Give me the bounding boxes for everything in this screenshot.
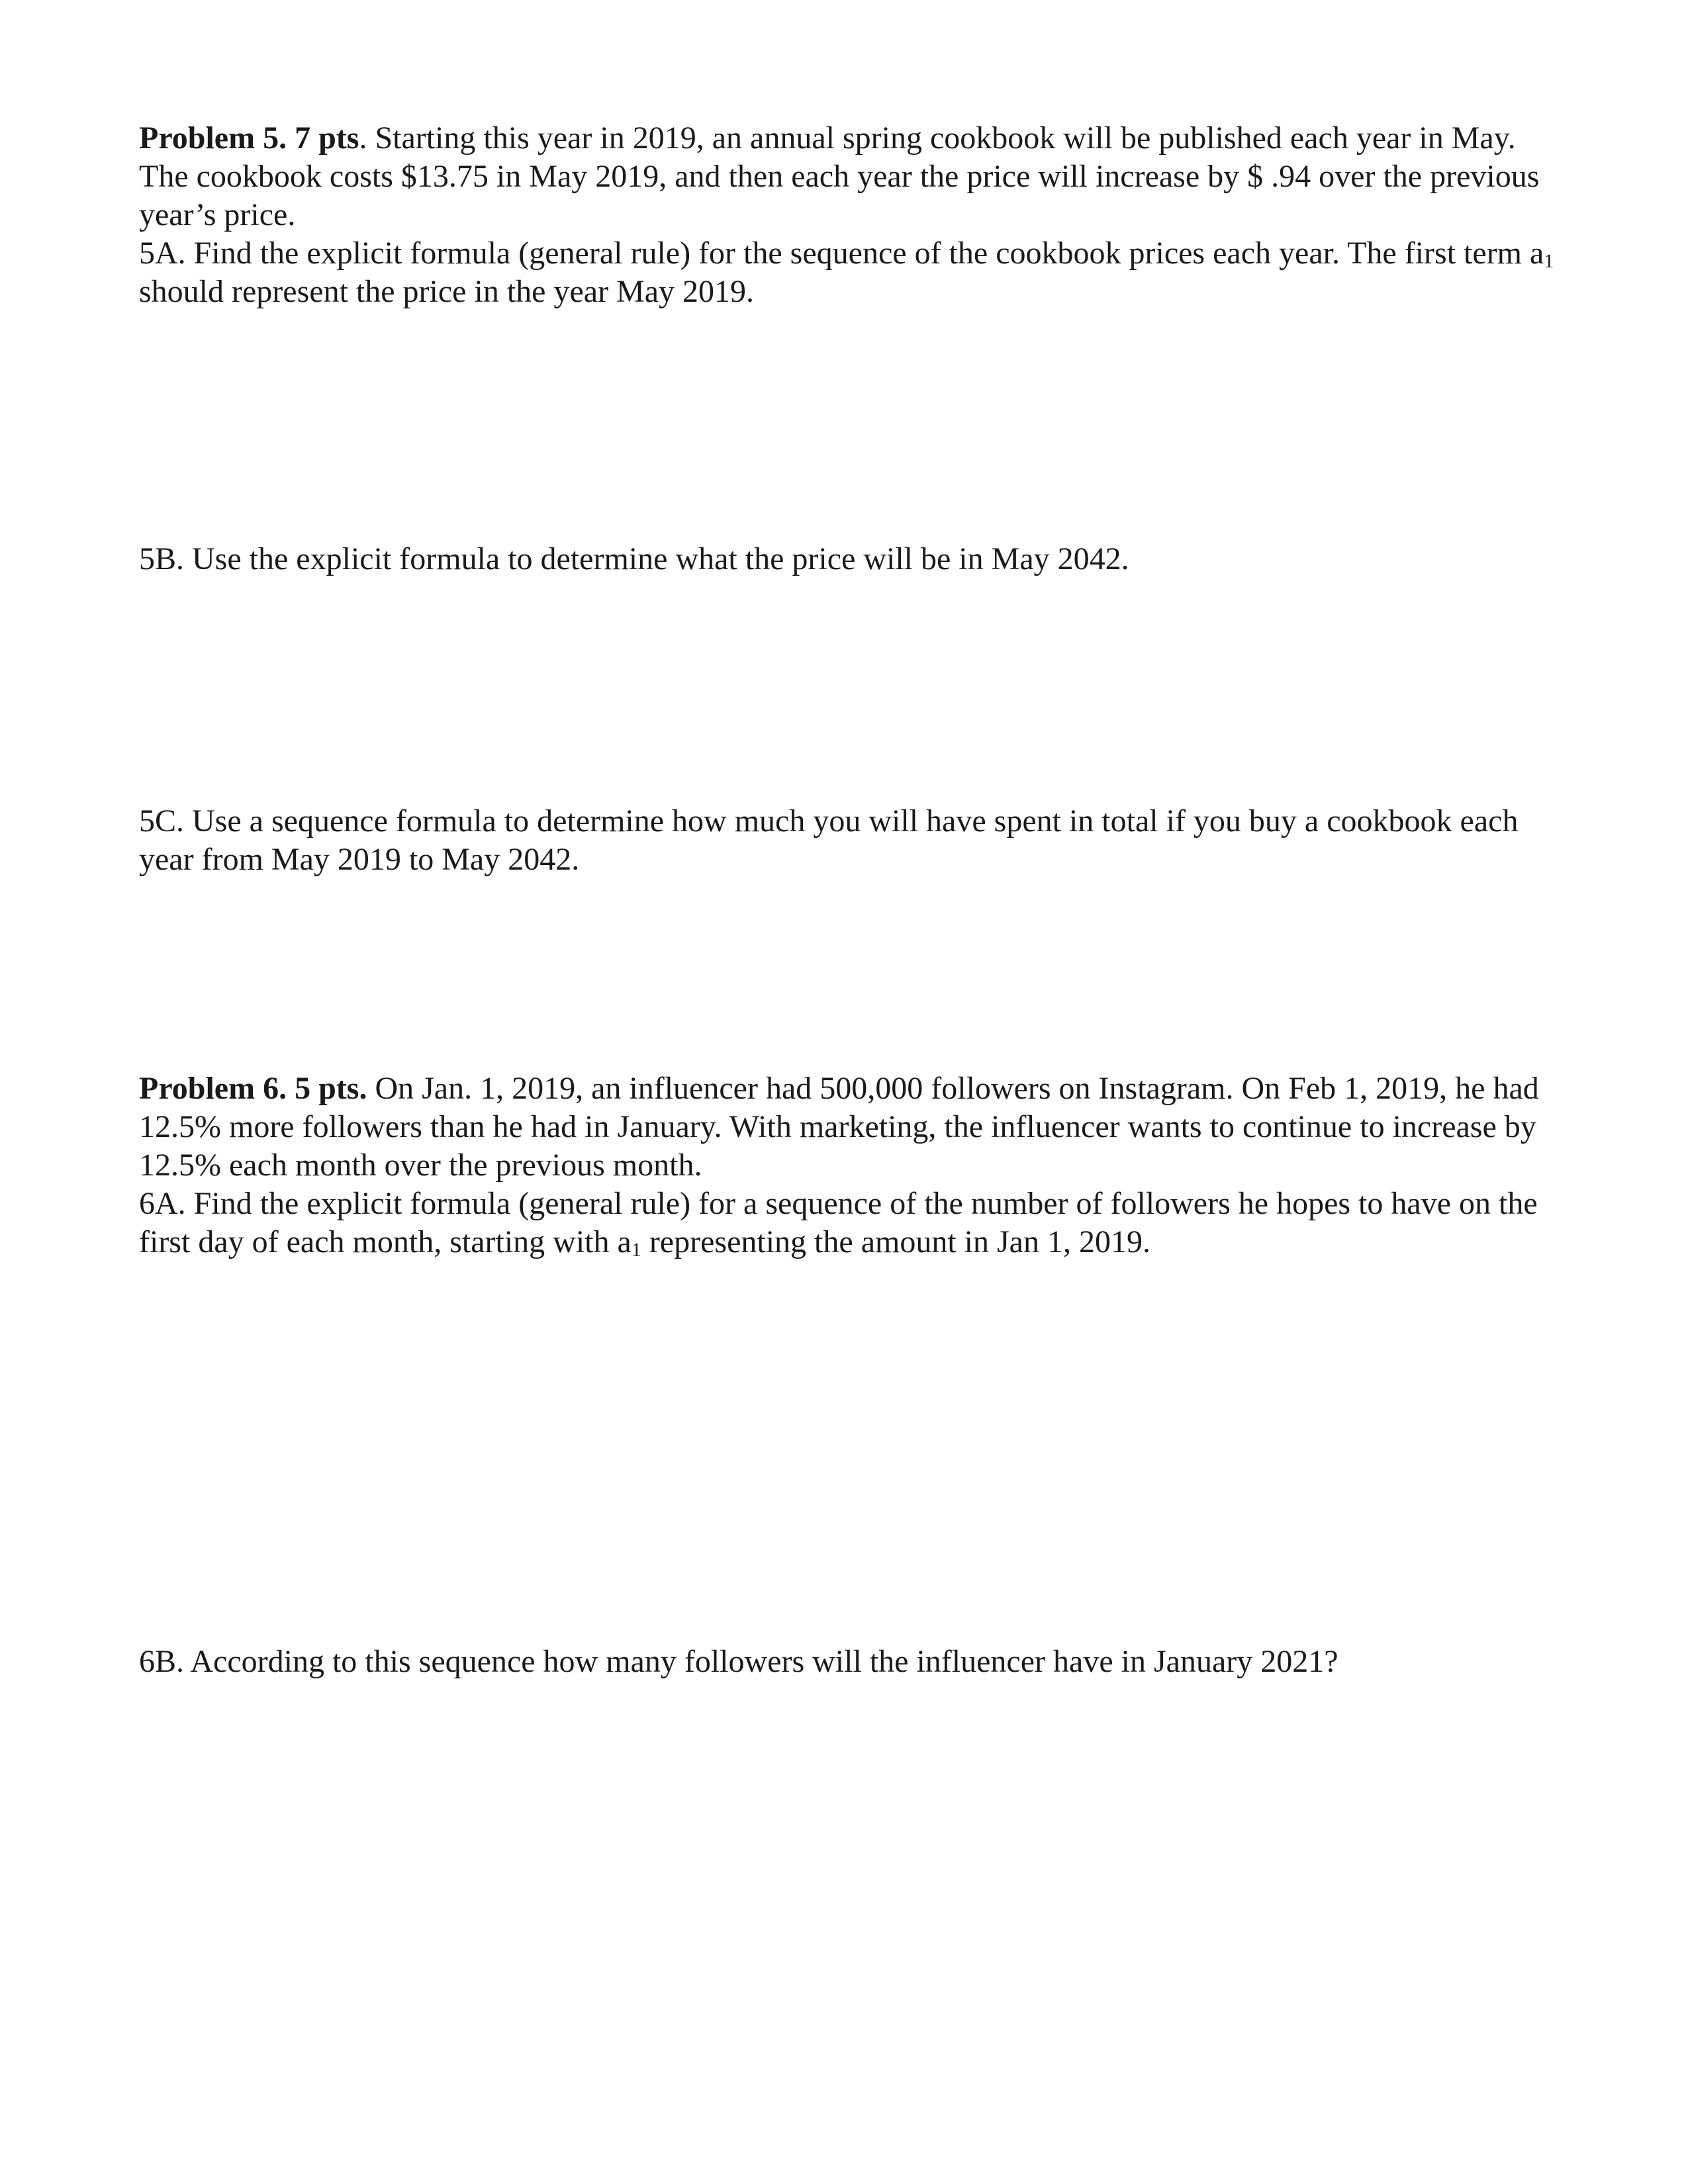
problem-5a-subscript: 1	[1544, 250, 1554, 272]
problem-6-intro	[139, 1069, 1562, 1185]
problem-6a-subscript: 1	[631, 1239, 641, 1261]
problem-5a-text-end: should represent the price in the year May 2019.	[139, 274, 755, 309]
problem-5-heading: Problem 5.	[139, 120, 287, 156]
problem-5-intro	[139, 119, 1562, 234]
problem-5a	[139, 234, 1562, 311]
problem-6a-text: 6A. Find the explicit formula (general rule) for a sequence of the number of followers he hopes to have on the first day of each month, starting with a	[139, 1186, 1538, 1259]
problem-6a	[139, 1185, 1562, 1261]
problem-5-points: 7 pts	[295, 120, 359, 156]
problem-6-intro-text: On Jan. 1, 2019, an influencer had 500,000 followers on Instagram. On Feb 1, 2019, he had 12.5% more followers than he had in January. With marketing, the influencer wants to continue to increase by 12.5% each month over the previous month.	[139, 1071, 1539, 1183]
problem-5b	[139, 540, 1562, 578]
problem-5b-text: 5B. Use the explicit formula to determine what the price will be in May 2042.	[139, 541, 1129, 576]
problem-6b	[139, 1643, 1562, 1681]
problem-6b-text: 6B. According to this sequence how many followers will the influencer have in January 2021?	[139, 1644, 1338, 1679]
problem-5c-text: 5C. Use a sequence formula to determine how much you will have spent in total if you buy a cookbook each year from May 2019 to May 2042.	[139, 803, 1519, 877]
problem-5-intro-text: . Starting this year in 2019, an annual spring cookbook will be published each year in May. The cookbook costs $13.75 in May 2019, and then each year the price will increase by $ .94 over the previous year’s price.	[139, 120, 1540, 232]
problem-6	[139, 1069, 1562, 1261]
problem-5	[139, 119, 1562, 311]
problem-6a-text-end: representing the amount in Jan 1, 2019.	[641, 1224, 1150, 1259]
problem-5c	[139, 802, 1562, 879]
problem-5a-text: 5A. Find the explicit formula (general rule) for the sequence of the cookbook prices each year. The first term a	[139, 236, 1544, 271]
problem-6-heading: Problem 6. 5 pts.	[139, 1071, 367, 1106]
